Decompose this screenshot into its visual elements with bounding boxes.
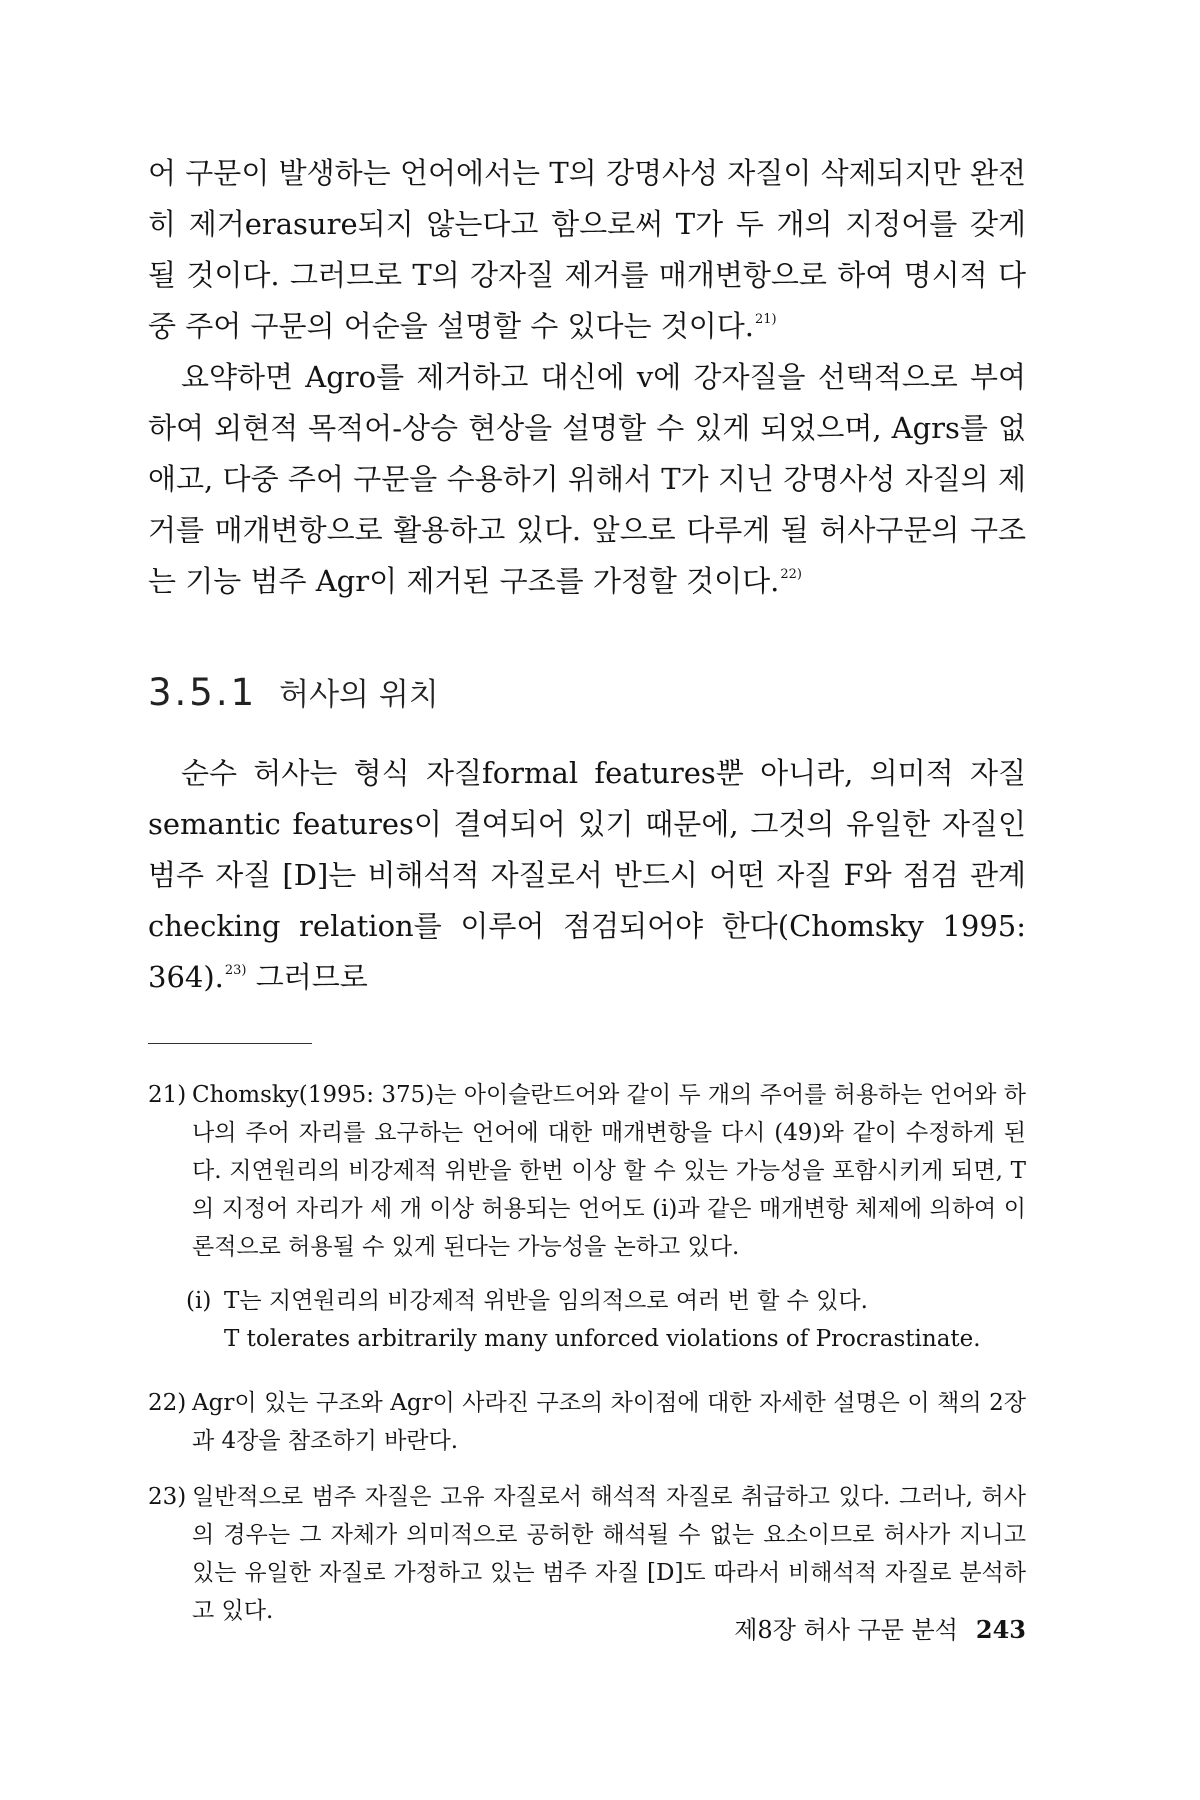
footnote-text: 일반적으로 범주 자질은 고유 자질로서 해석적 자질로 취급하고 있다. 그러나, 허사의 경우는 그 자체가 의미적으로 공허한 해석될 수 없는 요소이므로 허사가 지니고 있는 유일한 자질로 가정하고 있는 범주 자질 [D]도 따라서 비해석적 자질로 분석하고 있다.: [192, 1484, 1026, 1624]
example-number: (i): [186, 1288, 212, 1314]
footnote-text: Agr이 있는 구조와 Agr이 사라진 구조의 차이점에 대한 자세한 설명은 이 책의 2장과 4장을 참조하기 바란다.: [192, 1390, 1026, 1454]
page-footer: [734, 1610, 1026, 1645]
footnote-ref-22[interactable]: 22): [780, 567, 802, 582]
running-footer-chapter: 제8장 허사 구문 분석: [734, 1616, 958, 1644]
footnote-number: 21): [148, 1082, 187, 1108]
footnote-example: [186, 1282, 1026, 1358]
page-number: 243: [975, 1615, 1026, 1644]
example-english: T tolerates arbitrarily many unforced violations of Procrastinate.: [224, 1326, 981, 1352]
paragraph-text-tail: 그러므로: [246, 960, 368, 994]
example-korean-line: [186, 1282, 1026, 1320]
section-number: 3.5.1: [148, 671, 258, 714]
footnote-ref-21[interactable]: 21): [755, 312, 777, 327]
paragraph-text: 요약하면 Agro를 제거하고 대신에 v에 강자질을 선택적으로 부여하여 외현적 목적어-상승 현상을 설명할 수 있게 되었으며, Agrs를 없애고, 다중 주어 구문을 수용하기 위해서 T가 지닌 강명사성 자질의 제거를 매개변항으로 활용하고 있다. 앞으로 다루게 될 허사구문의 구조는 기능 범주 Agr이 제거된 구조를 가정할 것이다.: [148, 360, 1026, 598]
footnote-23: [148, 1478, 1026, 1630]
footnote-divider: [148, 1043, 312, 1044]
footnote-ref-23[interactable]: 23): [224, 963, 247, 978]
paragraph-text: 순수 허사는 형식 자질formal features뿐 아니라, 의미적 자질semantic features이 결여되어 있기 때문에, 그것의 유일한 자질인 범주 자질 [D]는 비해석적 자질로서 반드시 어떤 자질 F와 점검 관계checking relation를 이루어 점검되어야 한다(Chomsky 1995: 364).: [148, 756, 1026, 994]
body-paragraph-2: [148, 352, 1026, 607]
section-heading: [148, 669, 1026, 714]
body-paragraph-1: [148, 148, 1026, 352]
paragraph-text: 어 구문이 발생하는 언어에서는 T의 강명사성 자질이 삭제되지만 완전히 제거erasure되지 않는다고 함으로써 T가 두 개의 지정어를 갖게 될 것이다. 그러므로 T의 강자질 제거를 매개변항으로 하여 명시적 다중 주어 구문의 어순을 설명할 수 있다는 것이다.: [148, 156, 1026, 343]
footnote-22: [148, 1384, 1026, 1460]
body-paragraph-3: [148, 748, 1026, 1003]
footnote-text: Chomsky(1995: 375)는 아이슬란드어와 같이 두 개의 주어를 허용하는 언어와 하나의 주어 자리를 요구하는 언어에 대한 매개변항을 다시 (49)와 같이 수정하게 된다. 지연원리의 비강제적 위반을 한번 이상 할 수 있는 가능성을 포함시키게 되면, T의 지정어 자리가 세 개 이상 허용되는 언어도 (i)과 같은 매개변항 체제에 의하여 이론적으로 허용될 수 있게 된다는 가능성을 논하고 있다.: [192, 1082, 1026, 1260]
footnote-number: 23): [148, 1484, 187, 1510]
example-korean: T는 지연원리의 비강제적 위반을 임의적으로 여러 번 할 수 있다.: [224, 1288, 868, 1314]
section-title: 허사의 위치: [279, 677, 439, 713]
footnote-21: [148, 1076, 1026, 1266]
footnote-number: 22): [148, 1390, 187, 1416]
page-content: [148, 148, 1026, 1630]
